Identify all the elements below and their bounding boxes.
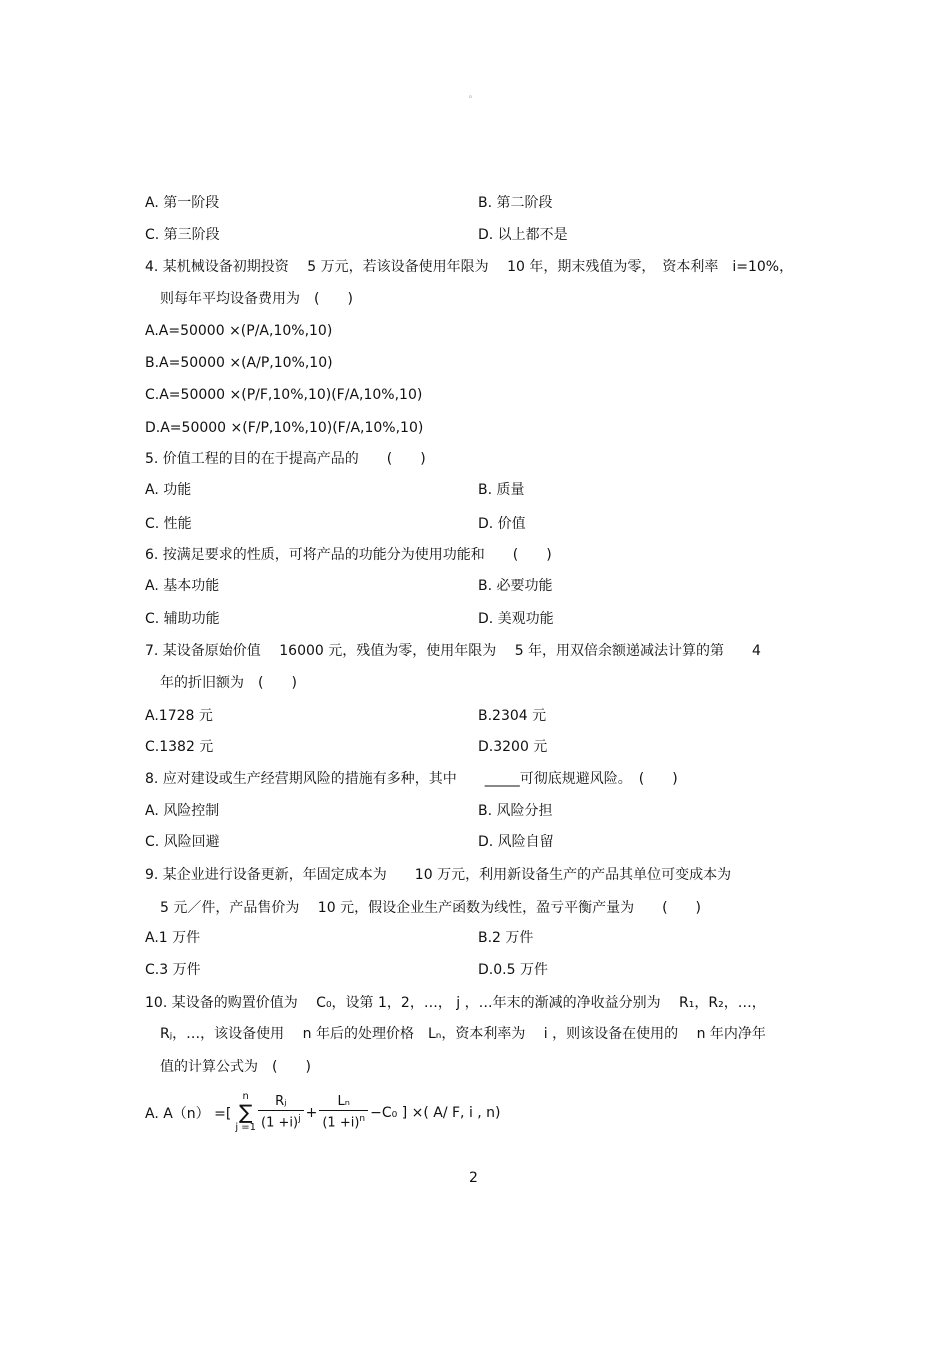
summation-symbol: ∑ bbox=[238, 1100, 253, 1124]
option-c-q6: C. 辅助功能 bbox=[145, 611, 220, 627]
option-a-q9: A.1 万件 bbox=[145, 930, 201, 946]
question-10-line1: 10. 某设备的购置价值为 C₀，设第 1，2，…， j ，…年末的渐减的净收益分别为 R₁，R₂，…， bbox=[145, 995, 766, 1011]
option-d-q4: D.A=50000 ×(F/P,10%,10)(F/A,10%,10) bbox=[145, 420, 424, 436]
question-6: 6. 按满足要求的性质，可将产品的功能分为使用功能和 ( ) bbox=[145, 547, 552, 563]
option-d-q9: D.0.5 万件 bbox=[478, 962, 548, 978]
summation bbox=[235, 1092, 256, 1134]
question-4-line1: 4. 某机械设备初期投资 5 万元，若该设备使用年限为 10 年，期末残值为零， 资本利率 i=10%， bbox=[145, 259, 794, 275]
option-c-q3: C. 第三阶段 bbox=[145, 227, 220, 243]
option-b-q9: B.2 万件 bbox=[478, 930, 534, 946]
option-b-q8: B. 风险分担 bbox=[478, 803, 553, 819]
formula-suffix: −C₀ ] ×( A/ F, i , n) bbox=[370, 1105, 501, 1121]
option-a-q3: A. 第一阶段 bbox=[145, 195, 220, 211]
option-d-q7: D.3200 元 bbox=[478, 739, 548, 755]
summation-lower: j =1 bbox=[235, 1122, 257, 1133]
fraction-2-numerator: Lₙ bbox=[337, 1094, 350, 1110]
option-d-q5: D. 价值 bbox=[478, 516, 526, 532]
option-c-q7: C.1382 元 bbox=[145, 739, 214, 755]
option-c-q9: C.3 万件 bbox=[145, 962, 201, 978]
question-7-line1: 7. 某设备原始价值 16000 元，残值为零，使用年限为 5 年，用双倍余额递减法计算的第 4 bbox=[145, 643, 761, 659]
option-c-q4: C.A=50000 ×(P/F,10%,10)(F/A,10%,10) bbox=[145, 387, 423, 403]
page-number: 2 bbox=[469, 1170, 478, 1186]
fraction-2 bbox=[319, 1094, 368, 1131]
option-c-q8: C. 风险回避 bbox=[145, 834, 220, 850]
question-8: 8. 应对建设或生产经营期风险的措施有多种，其中 _____可彻底规避风险。 ( ) bbox=[145, 771, 678, 787]
option-a-q10-formula bbox=[145, 1092, 501, 1134]
option-a-q8: A. 风险控制 bbox=[145, 803, 220, 819]
option-d-q6: D. 美观功能 bbox=[478, 611, 554, 627]
option-c-q5: C. 性能 bbox=[145, 516, 192, 532]
header-mark: 。 bbox=[469, 90, 477, 99]
option-b-q5: B. 质量 bbox=[478, 482, 525, 498]
option-a-q4: A.A=50000 ×(P/A,10%,10) bbox=[145, 323, 333, 339]
question-10-line2: Rⱼ，…，该设备使用 n 年后的处理价格 Lₙ，资本利率为 i ，则该设备在使用的 n 年内净年 bbox=[160, 1026, 766, 1042]
option-b-q6: B. 必要功能 bbox=[478, 578, 553, 594]
option-a-q7: A.1728 元 bbox=[145, 708, 213, 724]
question-9-line1: 9. 某企业进行设备更新，年固定成本为 10 万元，利用新设备生产的产品其单位可变成本为 bbox=[145, 867, 732, 883]
option-b-q7: B.2304 元 bbox=[478, 708, 547, 724]
question-10-line3: 值的计算公式为 ( ) bbox=[160, 1059, 311, 1075]
option-d-q3: D. 以上都不是 bbox=[478, 227, 568, 243]
fraction-2-denominator: $(1 +i)^n$ bbox=[319, 1110, 368, 1131]
option-d-q8: D. 风险自留 bbox=[478, 834, 554, 850]
question-4-line2: 则每年平均设备费用为 ( ) bbox=[160, 291, 353, 307]
formula-prefix: A. A（n） =[ bbox=[145, 1106, 232, 1122]
question-7-line2: 年的折旧额为 ( ) bbox=[160, 675, 297, 691]
fraction-1-denominator: $(1 +i)^j$ bbox=[258, 1110, 304, 1131]
option-b-q4: B.A=50000 ×(A/P,10%,10) bbox=[145, 355, 333, 371]
question-5: 5. 价值工程的目的在于提高产品的 ( ) bbox=[145, 451, 426, 467]
fraction-1-numerator: Rⱼ bbox=[275, 1094, 287, 1110]
fraction-1 bbox=[258, 1094, 304, 1131]
option-a-q6: A. 基本功能 bbox=[145, 578, 220, 594]
option-a-q5: A. 功能 bbox=[145, 482, 192, 498]
formula-plus: + bbox=[305, 1105, 318, 1121]
summation-upper: n bbox=[242, 1091, 249, 1102]
option-b-q3: B. 第二阶段 bbox=[478, 195, 553, 211]
question-9-line2: 5 元／件，产品售价为 10 元，假设企业生产函数为线性，盈亏平衡产量为 ( ) bbox=[160, 900, 701, 916]
